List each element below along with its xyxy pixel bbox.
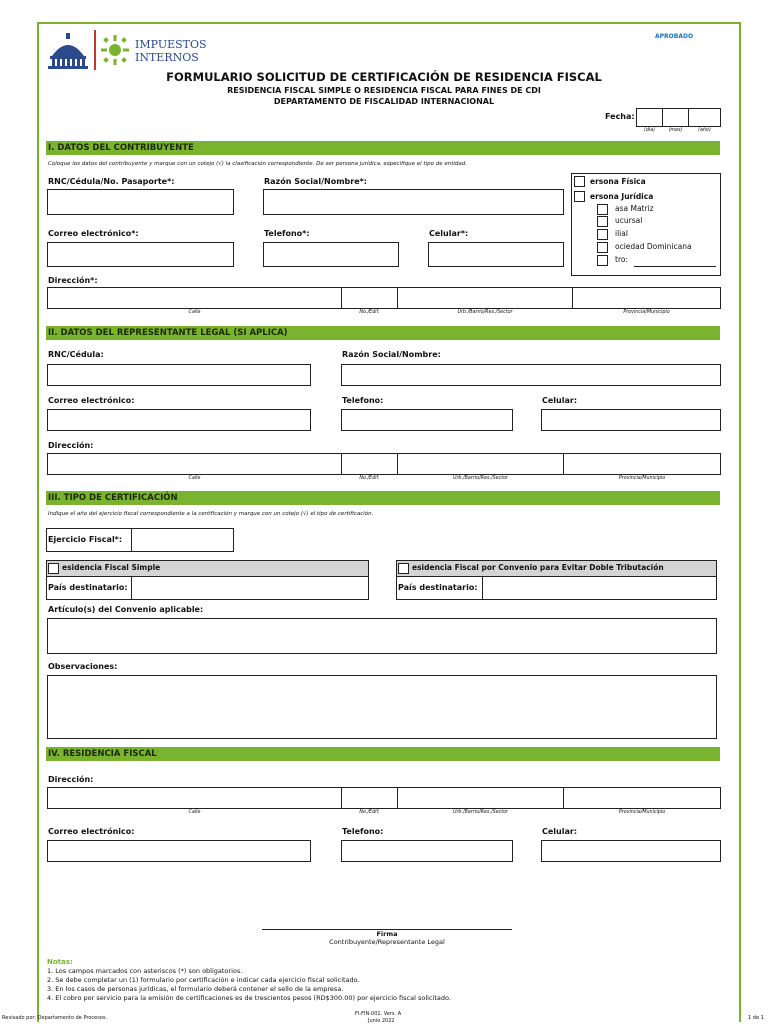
rep-urb-caption: Urb./Barrio/Res./Sector — [452, 476, 509, 481]
section-1-header: I. DATOS DEL CONTRIBUYENTE — [46, 141, 720, 155]
entity-type-box — [571, 173, 721, 276]
persona-fisica-checkbox[interactable] — [574, 176, 585, 187]
note-1: 1. Los campos marcados con asteriscos (*) son obligatorios. — [47, 967, 243, 975]
persona-fisica-label: ersona Física — [590, 177, 646, 186]
rep-direccion-calle-input[interactable] — [47, 453, 342, 475]
celular-input[interactable] — [428, 242, 564, 267]
telefono-label: Telefono*: — [264, 229, 310, 238]
rnc-input[interactable] — [47, 189, 234, 215]
convenio-label: esidencia Fiscal por Convenio para Evitar Doble Tributación — [412, 563, 664, 572]
observaciones-textarea[interactable] — [47, 675, 717, 739]
direccion-label: Dirección*: — [48, 276, 98, 285]
rep-telefono-label: Telefono: — [342, 396, 384, 405]
footer-page: 1 de 1 — [748, 1015, 764, 1021]
rep-rnc-input[interactable] — [47, 364, 311, 386]
footer-code: FI-FIN-001. Vers. A — [355, 1011, 402, 1017]
sun-logo-icon — [100, 32, 130, 68]
res-urb-caption: Urb./Barrio/Res./Sector — [452, 810, 509, 815]
rep-direccion-no-input[interactable] — [341, 453, 398, 475]
persona-juridica-checkbox[interactable] — [574, 191, 585, 202]
res-telefono-input[interactable] — [341, 840, 513, 862]
rep-direccion-label: Dirección: — [48, 441, 94, 450]
pais1-input[interactable] — [132, 577, 368, 599]
res-direccion-label: Dirección: — [48, 775, 94, 784]
sucursal-checkbox[interactable] — [597, 216, 608, 227]
fecha-dia-caption: (día) — [643, 128, 656, 133]
fecha-mes-caption: (mes) — [668, 128, 683, 133]
observaciones-label: Observaciones: — [48, 662, 118, 671]
footer-date: Junio 2022 — [368, 1018, 395, 1024]
correo-input[interactable] — [47, 242, 234, 267]
building-logo-icon — [46, 30, 90, 70]
rnc-label: RNC/Cédula/No. Pasaporte*: — [48, 177, 175, 186]
form-frame — [37, 22, 741, 1022]
notes-title: Notas: — [47, 958, 73, 966]
rep-celular-label: Celular: — [542, 396, 578, 405]
dgii-logo — [46, 30, 90, 70]
fecha-ano-caption: (año) — [698, 128, 711, 133]
signature-sublabel: Contribuyente/Representante Legal — [329, 938, 445, 946]
res-direccion-no-input[interactable] — [341, 787, 398, 809]
fecha-mes-input[interactable] — [662, 108, 689, 127]
page-subtitle-1: RESIDENCIA FISCAL SIMPLE O RESIDENCIA FISCAL PARA FINES DE CDI — [227, 86, 541, 95]
note-3: 3. En los casos de personas jurídicas, el formulario deberá contener el sello de la empresa. — [47, 985, 344, 993]
rep-direccion-urb-input[interactable] — [397, 453, 564, 475]
sociedad-checkbox[interactable] — [597, 242, 608, 253]
section-3-instruction: Indique el año del ejercicio fiscal correspondiente a la certificación y marque con un cotejo (√) el tipo de certificación. — [48, 511, 374, 517]
rep-telefono-input[interactable] — [341, 409, 513, 431]
res-calle-caption: Calle — [188, 810, 201, 815]
rep-correo-input[interactable] — [47, 409, 311, 431]
footer-revisado: Revisado por: Departamento de Procesos. — [2, 1015, 108, 1021]
articulo-label: Artículo(s) del Convenio aplicable: — [48, 605, 204, 614]
ejercicio-label: Ejercicio Fiscal*: — [48, 535, 123, 544]
direccion-no-input[interactable] — [341, 287, 398, 309]
status-badge: APROBADO — [655, 33, 694, 40]
telefono-input[interactable] — [263, 242, 399, 267]
rep-prov-caption: Provincia/Municipio — [618, 476, 666, 481]
res-prov-caption: Provincia/Municipio — [618, 810, 666, 815]
casa-matriz-label: asa Matriz — [615, 204, 654, 213]
res-direccion-calle-input[interactable] — [47, 787, 342, 809]
res-no-caption: No./Edif. — [359, 810, 380, 815]
org-name-line2: INTERNOS — [135, 51, 199, 64]
fecha-ano-input[interactable] — [688, 108, 721, 127]
sociedad-label: ociedad Dominicana — [615, 242, 692, 251]
rep-razon-input[interactable] — [341, 364, 721, 386]
res-telefono-label: Telefono: — [342, 827, 384, 836]
rep-celular-input[interactable] — [541, 409, 721, 431]
convenio-checkbox[interactable] — [398, 563, 409, 574]
simple-label: esidencia Fiscal Simple — [62, 563, 161, 572]
pais2-label: País destinatario: — [398, 583, 478, 592]
razon-label: Razón Social/Nombre*: — [264, 177, 368, 186]
rep-calle-caption: Calle — [188, 476, 201, 481]
section-4-header: IV. RESIDENCIA FISCAL — [46, 747, 720, 761]
res-celular-label: Celular: — [542, 827, 578, 836]
rep-correo-label: Correo electrónico: — [48, 396, 135, 405]
celular-label: Celular*: — [429, 229, 469, 238]
direccion-calle-input[interactable] — [47, 287, 342, 309]
pais2-input[interactable] — [483, 577, 716, 599]
persona-juridica-label: ersona Jurídica — [590, 192, 654, 201]
rep-direccion-prov-input[interactable] — [563, 453, 721, 475]
res-direccion-urb-input[interactable] — [397, 787, 564, 809]
note-2: 2. Se debe completar un (1) formulario por certificación e indicar cada ejercicio fiscal solicitado. — [47, 976, 360, 984]
logo-divider — [94, 30, 96, 70]
filial-checkbox[interactable] — [597, 229, 608, 240]
articulo-input[interactable] — [47, 618, 717, 654]
calle-caption: Calle — [188, 310, 201, 315]
sucursal-label: ucursal — [615, 216, 643, 225]
razon-input[interactable] — [263, 189, 564, 215]
org-name-line1: IMPUESTOS — [135, 38, 207, 51]
fecha-label: Fecha: — [605, 112, 635, 121]
signature-label: Firma — [376, 930, 398, 938]
prov-caption: Provincia/Municipio — [623, 310, 670, 315]
otro-checkbox[interactable] — [597, 255, 608, 266]
section-1-instruction: Coloque los datos del contribuyente y marque con un cotejo (√) la clasificación correspondiente. De ser persona jurídica, especifique el tipo de entidad. — [48, 161, 467, 167]
no-caption: No./Edif. — [359, 310, 380, 315]
rep-rnc-label: RNC/Cédula: — [48, 350, 104, 359]
correo-label: Correo electrónico*: — [48, 229, 139, 238]
direccion-urb-input[interactable] — [397, 287, 573, 309]
direccion-prov-input[interactable] — [572, 287, 721, 309]
res-celular-input[interactable] — [541, 840, 721, 862]
filial-label: ilial — [615, 229, 628, 238]
casa-matriz-checkbox[interactable] — [597, 204, 608, 215]
page-subtitle-2: DEPARTAMENTO DE FISCALIDAD INTERNACIONAL — [273, 97, 495, 106]
section-2-header: II. DATOS DEL REPRESENTANTE LEGAL (SI APLICA) — [46, 326, 720, 340]
page-title: FORMULARIO SOLICITUD DE CERTIFICACIÓN DE RESIDENCIA FISCAL — [166, 70, 602, 84]
rep-no-caption: No./Edif. — [359, 476, 380, 481]
fecha-dia-input[interactable] — [636, 108, 663, 127]
otro-label: tro: — [615, 255, 628, 264]
simple-checkbox[interactable] — [48, 563, 59, 574]
urb-caption: Urb./Barrio/Res./Sector — [457, 310, 513, 315]
rep-razon-label: Razón Social/Nombre: — [342, 350, 441, 359]
section-3-header: III. TIPO DE CERTIFICACIÓN — [46, 491, 720, 505]
note-4: 4. El cobro por servicio para la emisión de certificaciones es de trescientos pesos (RD$300.00) por ejercicio fiscal solicitado. — [47, 994, 451, 1002]
res-correo-input[interactable] — [47, 840, 311, 862]
res-direccion-prov-input[interactable] — [563, 787, 721, 809]
pais1-label: País destinatario: — [48, 583, 128, 592]
otro-line[interactable] — [634, 266, 716, 267]
res-correo-label: Correo electrónico: — [48, 827, 135, 836]
ejercicio-input[interactable] — [132, 529, 233, 551]
